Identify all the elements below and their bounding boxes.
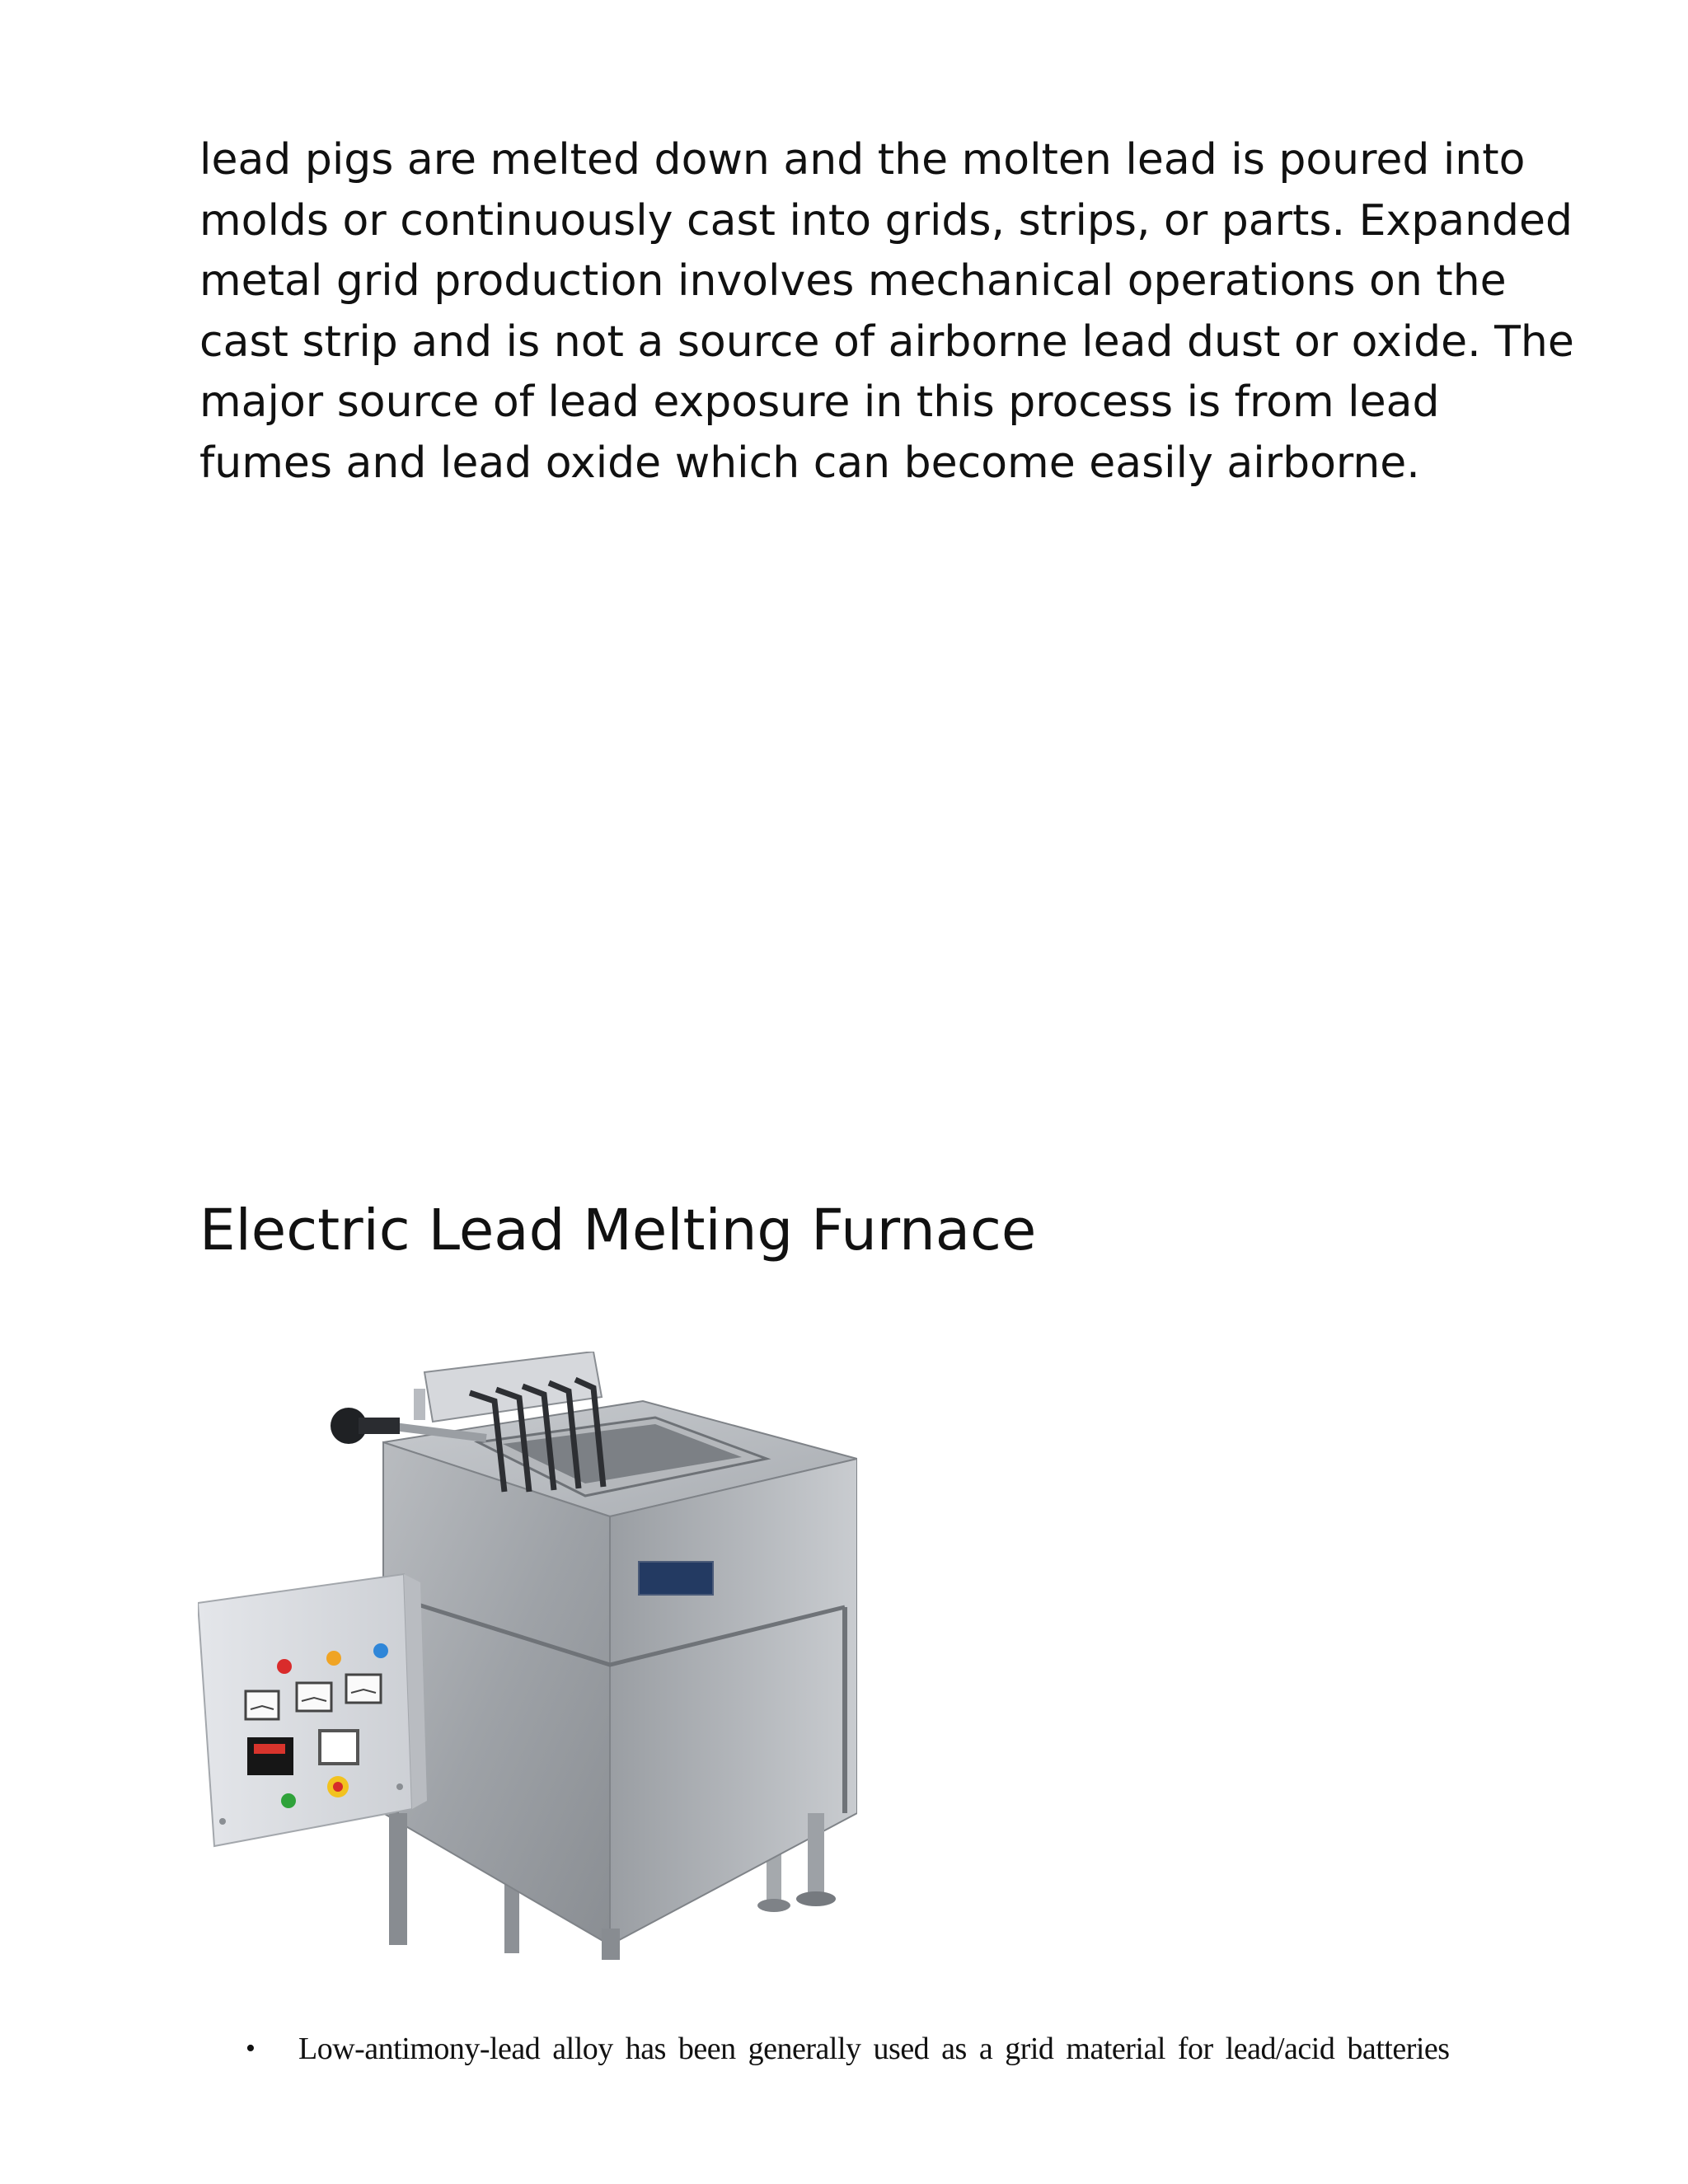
furnace-leg bbox=[808, 1813, 824, 1896]
indicator-lamp-green bbox=[281, 1793, 296, 1808]
nameplate bbox=[639, 1562, 713, 1595]
indicator-lamp-amber bbox=[326, 1651, 341, 1666]
paragraph-line: molds or continuously cast into grids, strips, or parts. Expanded bbox=[199, 195, 1573, 246]
paragraph-line: lead pigs are melted down and the molten lead is poured into bbox=[199, 135, 1526, 185]
section-heading: Electric Lead Melting Furnace bbox=[199, 1197, 1037, 1263]
paragraph-line: metal grid production involves mechanical operations on the bbox=[199, 256, 1507, 306]
body-paragraph bbox=[199, 130, 1574, 494]
furnace-leg bbox=[389, 1813, 407, 1945]
indicator-lamp-blue bbox=[373, 1643, 388, 1658]
indicator-lamp-red bbox=[277, 1659, 292, 1674]
furnace-foot bbox=[757, 1899, 790, 1912]
furnace-photo bbox=[198, 1352, 857, 1961]
handle-grip bbox=[359, 1418, 400, 1434]
paragraph-line: major source of lead exposure in this process is from lead bbox=[199, 377, 1440, 427]
temperature-controller bbox=[247, 1737, 293, 1775]
terminal-bracket bbox=[414, 1389, 425, 1420]
controller-display bbox=[254, 1744, 285, 1754]
furnace-leg bbox=[602, 1929, 620, 1960]
paragraph-line: fumes and lead oxide which can become easily airborne. bbox=[199, 438, 1420, 488]
furnace-foot bbox=[796, 1891, 836, 1906]
paragraph-line: cast strip and is not a source of airborne lead dust or oxide. The bbox=[199, 316, 1574, 367]
switch-window bbox=[320, 1731, 358, 1764]
bullet-icon: • bbox=[246, 2033, 256, 2064]
bullet-item: Low-antimony-lead alloy has been generally used as a grid material for lead/acid batteries bbox=[298, 2032, 1450, 2066]
